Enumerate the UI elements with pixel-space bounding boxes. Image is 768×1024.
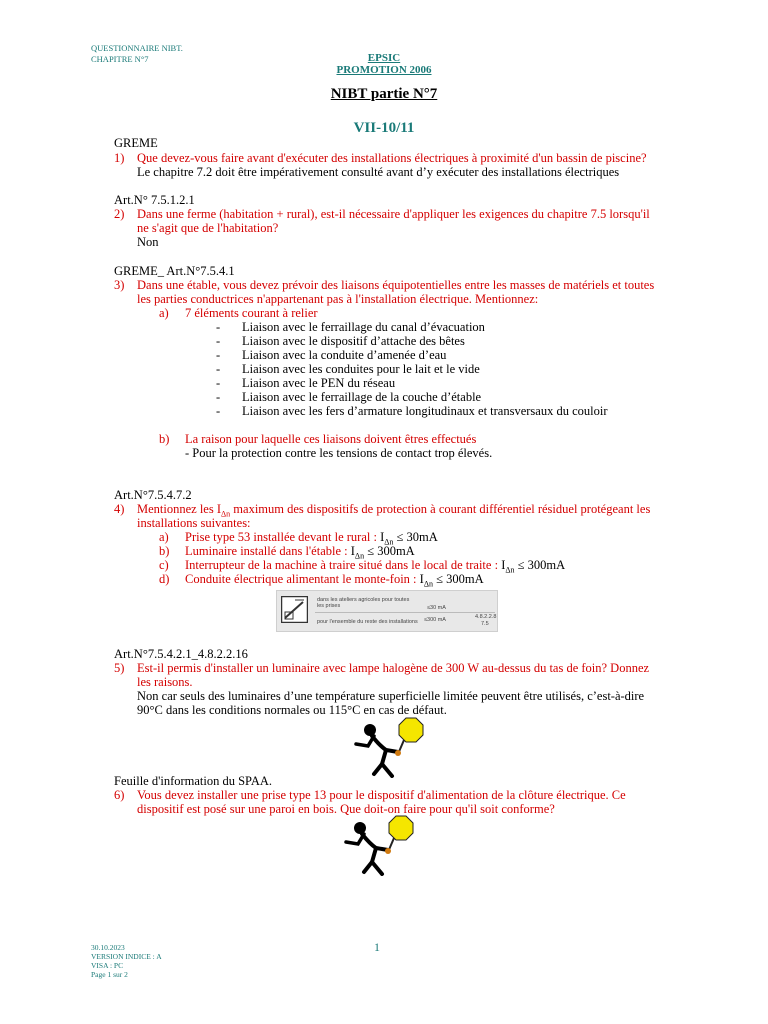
table-divider bbox=[315, 612, 495, 613]
section1-ref: GREME bbox=[114, 136, 158, 150]
rcd-item-text: Luminaire installé dans l'étable : bbox=[185, 544, 351, 558]
footer-version: VERSION INDICE : A bbox=[91, 952, 162, 961]
header-school: EPSIC bbox=[367, 52, 401, 64]
section3-ref: GREME_ Art.N°7.5.4.1 bbox=[114, 264, 235, 278]
question-3-line1: Dans une étable, vous devez prévoir des liaisons équipotentielles entre les masses de matériels et toutes bbox=[137, 278, 655, 292]
table-ref-line1: 4.8.2.2.8 bbox=[475, 614, 497, 620]
rcd-item-text: Prise type 53 installée devant le rural : bbox=[185, 530, 381, 544]
question-6-line2: dispositif est posé sur une paroi en bois. Que doit-on faire pour qu'il soit conforme? bbox=[137, 802, 555, 816]
liaison-item: Liaison avec les fers d’armature longitudinaux et transversaux du couloir bbox=[242, 404, 608, 418]
header-doc-title: QUESTIONNAIRE NIBT. bbox=[91, 43, 183, 53]
question-2-line2: ne s'agit que de l'habitation? bbox=[137, 221, 279, 235]
header-promotion: PROMOTION 2006 bbox=[336, 64, 432, 76]
rcd-reference-table bbox=[276, 590, 498, 632]
question-2-line1: Dans une ferme (habitation + rural), est-il nécessaire d'appliquer les exigences du chapitre 7.5 lorsqu'il bbox=[137, 207, 650, 221]
rcd-symbol-sub: Δn bbox=[354, 551, 365, 561]
question-3-line2: les parties conductrices n'appartenant pas à l'installation électrique. Mentionnez: bbox=[137, 292, 539, 306]
rcd-value: ≤ 30mA bbox=[393, 530, 438, 544]
question-4-line2: installations suivantes: bbox=[137, 516, 251, 530]
rcd-item-label: c) bbox=[159, 558, 169, 572]
section4-number: 4) bbox=[114, 502, 125, 516]
question-5-line2: les raisons. bbox=[137, 675, 193, 689]
question-6-line1: Vous devez installer une prise type 13 pour le dispositif d'alimentation de la clôture électrique. Ce bbox=[137, 788, 626, 802]
page-number: 1 bbox=[374, 940, 380, 954]
table-row2-value: ≤300 mA bbox=[424, 617, 446, 623]
rcd-item-label: d) bbox=[159, 572, 170, 586]
liaison-dash: - bbox=[216, 334, 221, 348]
rcd-item-label: b) bbox=[159, 544, 170, 558]
section3-number: 3) bbox=[114, 278, 125, 292]
liaison-dash: - bbox=[216, 404, 221, 418]
rcd-symbol: I bbox=[380, 530, 385, 544]
rcd-symbol-sub: Δn bbox=[384, 537, 394, 547]
rcd-value: ≤ 300mA bbox=[364, 544, 415, 558]
stop-sign-figure-icon bbox=[342, 814, 422, 876]
question-3b-text: La raison pour laquelle ces liaisons doivent êtres effectués bbox=[185, 432, 477, 446]
stop-sign-figure-icon bbox=[352, 716, 432, 778]
liaison-dash: - bbox=[216, 362, 221, 376]
page-subtitle: VII-10/11 bbox=[353, 120, 415, 136]
footer-date: 30.10.2023 bbox=[91, 943, 125, 952]
liaison-item: Liaison avec le ferraillage de la couche d’étable bbox=[242, 390, 482, 404]
rcd-symbol-sub: Δn bbox=[505, 565, 515, 575]
footer-visa: VISA : PC bbox=[91, 961, 124, 970]
rcd-symbol-sub: Δn bbox=[423, 579, 433, 589]
answer-3b: - Pour la protection contre les tensions de contact trop élevés. bbox=[185, 446, 493, 460]
section5-number: 5) bbox=[114, 661, 125, 675]
answer-2: Non bbox=[137, 235, 159, 249]
answer-5-line1: Non car seuls des luminaires d’une température superficielle limitée peuvent être utilisés, c’est-à-dire bbox=[137, 689, 645, 703]
section6-number: 6) bbox=[114, 788, 125, 802]
question-4-line1: Mentionnez les $I_{\Delta n}$ maximum des dispositifs de protection à courant différentiel résiduel protégeant les bbox=[137, 502, 651, 519]
rcd-item bbox=[185, 572, 484, 592]
section2-ref: Art.N° 7.5.1.2.1 bbox=[114, 193, 195, 207]
rcd-item-text: Conduite électrique alimentant le monte-foin : bbox=[185, 572, 420, 586]
liaison-item: Liaison avec le ferraillage du canal d’évacuation bbox=[242, 320, 485, 334]
question-3a-text: 7 éléments courant à relier bbox=[185, 306, 318, 320]
table-row2-text: pour l'ensemble du reste des installations bbox=[317, 619, 418, 625]
liaison-dash: - bbox=[216, 348, 221, 362]
table-row1-value: ≤30 mA bbox=[427, 605, 446, 611]
table-ref-line2: 7.5 bbox=[481, 621, 489, 627]
table-row1-line1: dans les ateliers agricoles pour toutes bbox=[317, 597, 410, 603]
rcd-value: ≤ 300mA bbox=[432, 572, 484, 586]
page-title: NIBT partie N°7 bbox=[330, 86, 438, 102]
table-row1-line2: les prises bbox=[317, 603, 341, 609]
electrical-panel-icon bbox=[281, 596, 308, 623]
liaison-dash: - bbox=[216, 320, 221, 334]
section2-number: 2) bbox=[114, 207, 125, 221]
liaison-item: Liaison avec les conduites pour le lait et le vide bbox=[242, 362, 480, 376]
question-1: Que devez-vous faire avant d'exécuter des installations électriques à proximité d'un bassin de piscine? bbox=[137, 151, 647, 165]
answer-1: Le chapitre 7.2 doit être impérativement consulté avant d’y exécuter des installations électriques bbox=[137, 165, 620, 179]
answer-5-line2: 90°C dans les conditions normales ou 115°C en cas de défaut. bbox=[137, 703, 447, 717]
rcd-item-label: a) bbox=[159, 530, 169, 544]
rcd-item-text: Interrupteur de la machine à traire situé dans le local de traite : bbox=[185, 558, 502, 572]
liaison-item: Liaison avec la conduite d’amenée d’eau bbox=[242, 348, 447, 362]
section5-ref: Art.N°7.5.4.2.1_4.8.2.2.16 bbox=[114, 647, 248, 661]
liaison-item: Liaison avec le PEN du réseau bbox=[242, 376, 396, 390]
rcd-value: ≤ 300mA bbox=[514, 558, 566, 572]
section4-ref: Art.N°7.5.4.7.2 bbox=[114, 488, 192, 502]
rcd-symbol: I bbox=[350, 544, 355, 558]
liaison-dash: - bbox=[216, 390, 221, 404]
section6-ref: Feuille d'information du SPAA. bbox=[114, 774, 273, 788]
rcd-symbol: I bbox=[501, 558, 506, 572]
footer-page: Page 1 sur 2 bbox=[91, 970, 128, 979]
header-chapter: CHAPITRE N°7 bbox=[91, 54, 149, 64]
liaison-item: Liaison avec le dispositif d’attache des bêtes bbox=[242, 334, 465, 348]
rcd-symbol: I bbox=[419, 572, 424, 586]
liaison-dash: - bbox=[216, 376, 221, 390]
question-3a-label: a) bbox=[159, 306, 169, 320]
question-5-line1: Est-il permis d'installer un luminaire avec lampe halogène de 300 W au-dessus du tas de foin? Donnez bbox=[137, 661, 650, 675]
section1-number: 1) bbox=[114, 151, 125, 165]
question-3b-label: b) bbox=[159, 432, 170, 446]
